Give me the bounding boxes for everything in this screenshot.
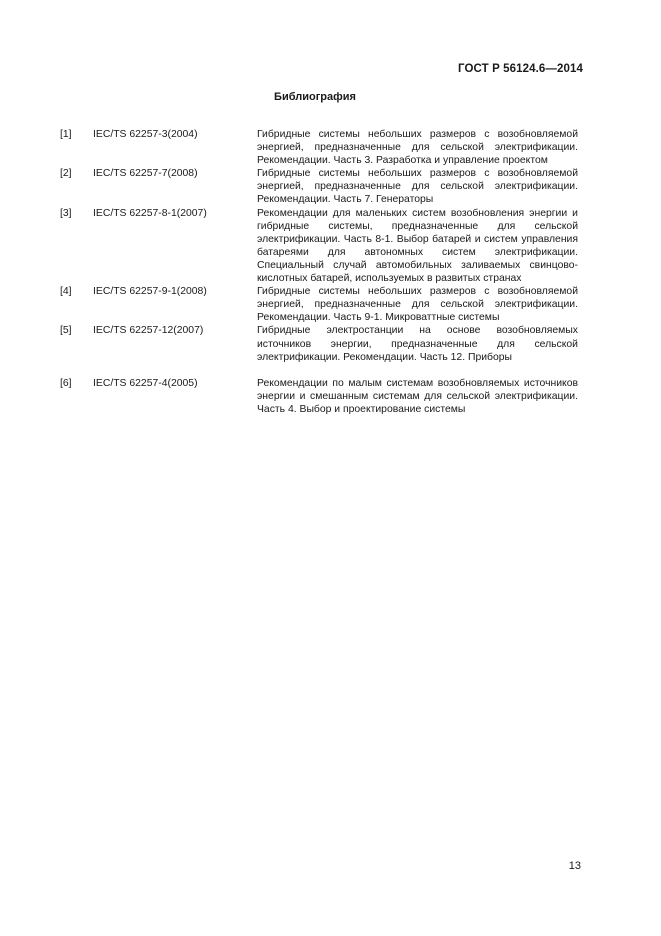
entry-description: Рекомендации для маленьких систем возобновления энергии и гибридные системы, предназначенные для сельской электрификации. Часть 8-1. Выбор батарей и систем управления батареями для автономных систем электрификации. Специальный случай автомобильных заливаемых свинцово-кислотных батарей, используемых в развитых странах	[257, 207, 578, 285]
entry-number: [4]	[60, 286, 72, 298]
entry-standard: IEC/TS 62257-3(2004)	[93, 129, 198, 140]
entry-description: Гибридные системы небольших размеров с возобновляемой энергией, предназначенные для сельской электрификации. Рекомендации. Часть 7. Генераторы	[257, 168, 578, 206]
entry-standard: IEC/TS 62257-9-1(2008)	[93, 286, 207, 298]
entry-standard: IEC/TS 62257-12(2007)	[93, 325, 204, 337]
entry-standard: IEC/TS 62257-8-1(2007)	[93, 207, 207, 219]
bibliography-list	[60, 128, 578, 416]
bibliography-entry	[60, 128, 578, 167]
document-code: ГОСТ Р 56124.6—2014	[458, 63, 583, 75]
entry-number: [1]	[60, 129, 72, 140]
entry-number: [2]	[60, 168, 72, 180]
entry-number: [3]	[60, 207, 72, 219]
bibliography-entry	[60, 324, 578, 363]
entry-number: [6]	[60, 377, 72, 389]
entry-description: Гибридные системы небольших размеров с возобновляемой энергией, предназначенные для сельской электрификации. Рекомендации. Часть 3. Разработка и управление проектом	[257, 129, 578, 167]
bibliography-entry	[60, 207, 578, 286]
entry-description: Рекомендации по малым системам возобновляемых источников энергии и смешанным системам для сельской электрификации. Часть 4. Выбор и проектирование системы	[257, 377, 578, 415]
page-title: Библиография	[274, 91, 356, 103]
entry-standard: IEC/TS 62257-7(2008)	[93, 168, 198, 180]
bibliography-entry	[60, 377, 578, 416]
entry-standard: IEC/TS 62257-4(2005)	[93, 377, 198, 389]
page-number: 13	[568, 860, 581, 872]
bibliography-entry	[60, 285, 578, 324]
entry-description: Гибридные электростанции на основе возобновляемых источников энергии, предназначенные для сельской электрификации. Рекомендации. Часть 12. Приборы	[257, 325, 578, 363]
bibliography-entry	[60, 167, 578, 206]
entry-description: Гибридные системы небольших размеров с возобновляемой энергией, предназначенные для сельской электрификации. Рекомендации. Часть 9-1. Микроваттные системы	[257, 286, 578, 324]
entry-number: [5]	[60, 325, 72, 337]
